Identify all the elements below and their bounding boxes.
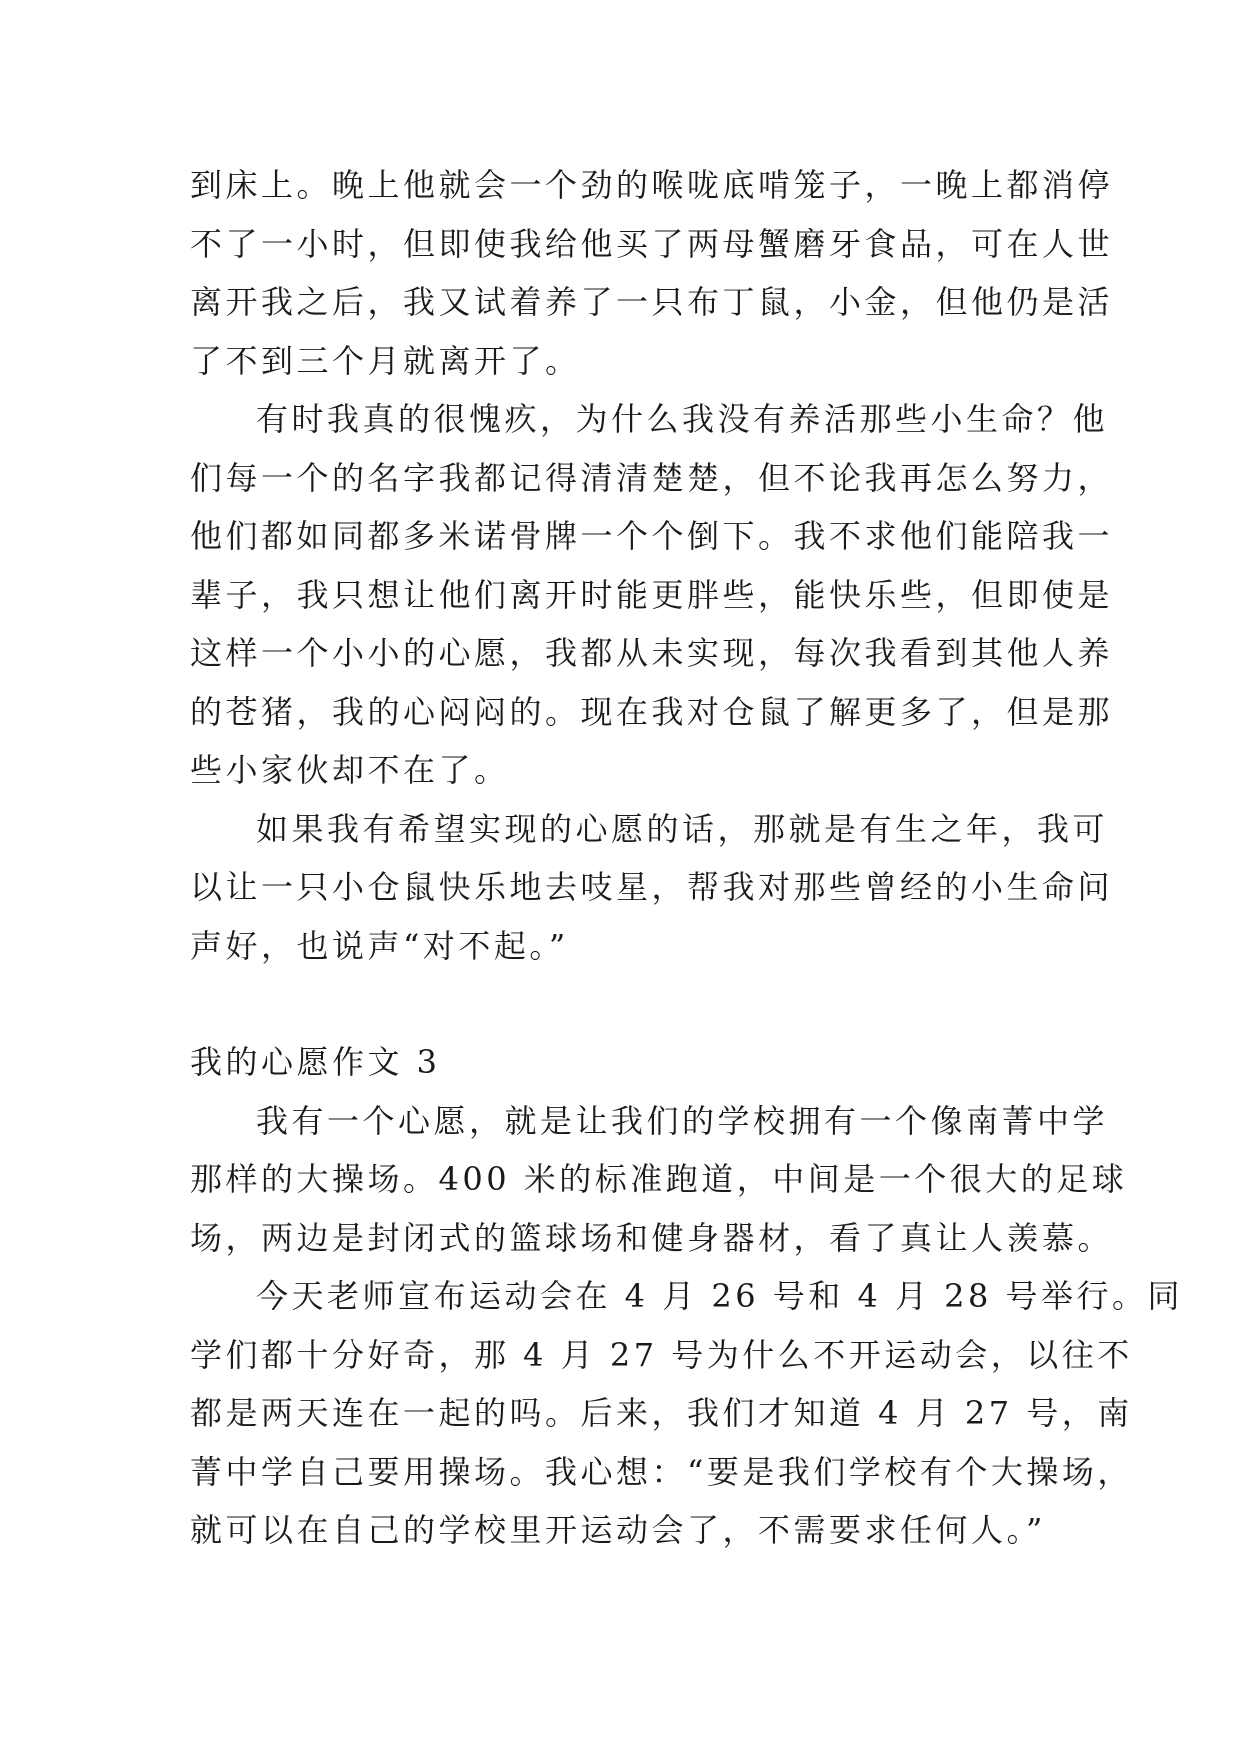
paragraph-line: 这样一个小小的心愿，我都从未实现，每次我看到其他人养 xyxy=(190,634,1114,672)
paragraph-line: 声好，也说声“对不起。” xyxy=(190,926,569,965)
paragraph-line: 辈子，我只想让他们离开时能更胖些，能快乐些，但即使是 xyxy=(190,575,1114,614)
paragraph-line: 就可以在自己的学校里开运动会了，不需要求任何人。” xyxy=(190,1511,1046,1549)
paragraph-line: 场，两边是封闭式的篮球场和健身器材，看了真让人羡慕。 xyxy=(190,1218,1114,1257)
paragraph-line: 如果我有希望实现的心愿的话，那就是有生之年，我可 xyxy=(256,809,1109,848)
paragraph-line: 菁中学自己要用操场。我心想：“要是我们学校有个大操场， xyxy=(190,1452,1133,1491)
paragraph-line: 们每一个的名字我都记得清清楚楚，但不论我再怎么努力， xyxy=(190,458,1114,497)
paragraph-line: 都是两天连在一起的吗。后来，我们才知道 4 月 27 号，南 xyxy=(190,1394,1133,1432)
paragraph-line: 不了一小时，但即使我给他买了两母蟹磨牙食品，可在人世 xyxy=(190,224,1114,263)
paragraph-line: 有时我真的很愧疚，为什么我没有养活那些小生命？他 xyxy=(256,400,1109,438)
paragraph-line: 到床上。晚上他就会一个劲的喉咙底啃笼子，一晚上都消停 xyxy=(190,166,1114,204)
paragraph-line: 今天老师宣布运动会在 4 月 26 号和 4 月 28 号举行。同 xyxy=(256,1277,1184,1315)
paragraph-line: 我有一个心愿，就是让我们的学校拥有一个像南菁中学 xyxy=(256,1101,1109,1140)
continued-essay-text xyxy=(190,156,1114,975)
paragraph-line: 那样的大操场。400 米的标准跑道，中间是一个很大的足球 xyxy=(190,1160,1128,1198)
paragraph-line: 学们都十分好奇，那 4 月 27 号为什么不开运动会，以往不 xyxy=(190,1335,1133,1374)
paragraph-line: 他们都如同都多米诺骨牌一个个倒下。我不求他们能陪我一 xyxy=(190,517,1114,555)
paragraph-line: 了不到三个月就离开了。 xyxy=(190,341,581,380)
essay-3-section xyxy=(190,1033,1184,1560)
paragraph-line: 以让一只小仓鼠快乐地去吱星，帮我对那些曾经的小生命问 xyxy=(190,868,1114,906)
paragraph-line: 的苍猪，我的心闷闷的。现在我对仓鼠了解更多了，但是那 xyxy=(190,692,1114,731)
paragraph-line: 些小家伙却不在了。 xyxy=(190,751,510,789)
paragraph-line: 离开我之后，我又试着养了一只布丁鼠，小金，但他仍是活 xyxy=(190,283,1114,321)
essay-title: 我的心愿作文 3 xyxy=(190,1043,441,1081)
